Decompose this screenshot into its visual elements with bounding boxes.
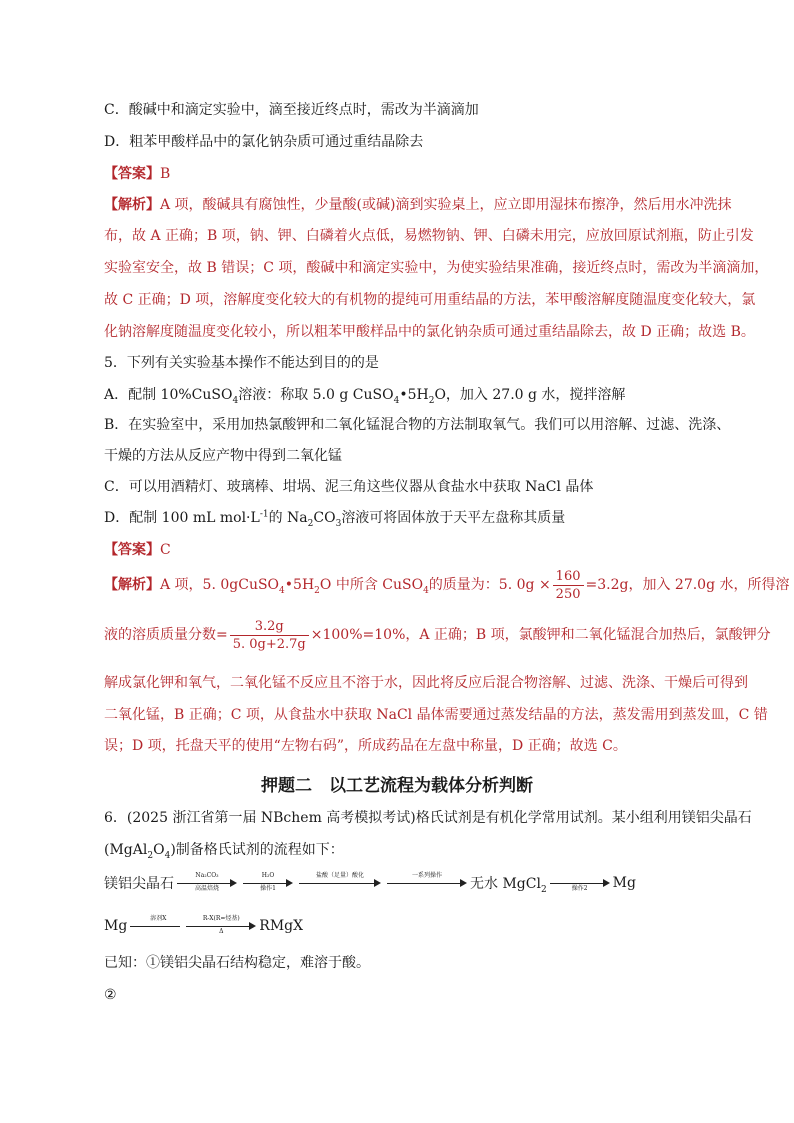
process-flow-2 [104,915,303,937]
arrow-label-below: Δ [219,928,224,935]
q6-known-1: 已知：①镁铝尖晶石结构稳定，难溶于酸。 [104,955,370,971]
q5-option-c: C．可以用酒精灯、玻璃棒、坩埚、泥三角这些仪器从食盐水中获取 NaCl 晶体 [104,479,594,495]
text-seg: ×100%=10%，A 正确；B 项，氯酸钾和二氧化锰混合加热后，氯酸钾分 [310,627,771,643]
flow-arrow-5 [550,872,610,894]
q4-analysis-line-5: 化钠溶解度随温度变化较小，所以粗苯甲酸样品中的氯化钠杂质可通过重结晶除去，故 D 正确；故选 B。 [104,324,755,340]
answer-tag: 【答案】 [104,542,160,558]
text-seg: O [153,842,165,858]
flow-start: Mg [104,918,128,934]
answer-value: C [160,542,171,558]
text-seg: A 项，5. 0gCuSO [160,577,280,593]
q6-stem-line-1: 6．(2025 浙江省第一届 NBchem 高考模拟考试)格氏试剂是有机化学常用试剂。某小组利用镁铝尖晶石 [104,810,752,826]
text-seg: 液的溶质质量分数= [104,627,228,643]
fraction-160-250 [553,568,584,603]
q4-analysis-line-1 [104,195,734,215]
text-seg: CO [313,510,336,526]
q6-known-2: ② [104,987,117,1003]
arrow-label-above: 盐酸（足量）酸化 [315,872,364,879]
arrow-label-above: H₂O [261,872,275,879]
flow-end: Mg [612,875,636,891]
text-seg: =3.2g，加入 27.0g 水，所得溶 [585,577,790,593]
section-heading: 押题二 以工艺流程为载体分析判断 [261,776,533,796]
analysis-tag: 【解析】 [104,577,160,593]
text-seg: )制备格氏试剂的流程如下： [170,842,344,858]
text-seg: 的质量为：5. 0g × [428,577,551,593]
q5-answer [104,540,734,560]
flow-arrow-1 [130,915,186,937]
arrow-label-below: 操作1 [260,885,276,892]
flow-arrow-3 [299,872,381,894]
analysis-tag: 【解析】 [104,197,160,213]
text-seg: 溶液可将固体放于天平左盘称其质量 [341,510,566,526]
q4-analysis-line-2: 布，故 A 正确；B 项，钠、钾、白磷着火点低，易燃物钠、钾、白磷未用完，应放回原试剂瓶，防止引发 [104,228,754,244]
arrow-label-above: R-X(R=烃基) [202,915,240,922]
fraction-mass-ratio [230,618,309,653]
q6-stem-line-2: $(MgAl_2O_4)$制备格氏试剂的流程如下： [104,842,344,861]
arrow-label-above: 一系列操作 [411,872,442,879]
text-seg: 溶液：称取 5.0 g CuSO [238,387,394,403]
q5-option-a: A．配制 10%CuSO$_4$溶液：称取 5.0 g $CuSO_4•5H_2O$，加入 27.0 g 水，搅拌溶解 [104,387,626,406]
fraction-numerator: 160 [553,568,584,586]
arrow-label-below: 高温焙烧 [194,885,219,892]
q5-analysis-line-5: 误；D 项，托盘天平的使用“左物右码”，所成药品在左盘中称量，D 正确；故选 C。 [104,738,627,754]
text-seg: O 中所含 CuSO [319,577,424,593]
text-seg: (MgAl [104,842,148,858]
q5-analysis-line-4: 二氧化锰，B 正确；C 项，从食盐水中获取 NaCl 晶体需要通过蒸发结晶的方法，蒸发需用到蒸发皿，C 错 [104,707,768,723]
q4-option-d: D．粗苯甲酸样品中的氯化钠杂质可通过重结晶除去 [104,134,424,150]
q5-analysis-line-1: 【解析】A 项，5. $0gCuSO_4•5H_2O$ 中所含 CuSO$_4$的质量为：5. 0g × $\frac{160}{250}$ =3.2g，加入 27.0g 水，所得溶 [104,568,790,602]
flow-arrow-4 [387,872,467,894]
answer-tag: 【答案】 [104,166,160,182]
q5-analysis-line-3: 解成氯化钾和氧气，二氧化锰不反应且不溶于水，因此将反应后混合物溶解、过滤、洗涤、干燥后可得到 [104,675,748,691]
fraction-denominator: 5. 0g+2.7g [232,636,306,652]
arrow-label-above: 溶剂X [150,915,167,922]
fraction-numerator: 3.2g [230,618,309,636]
q5-analysis-line-2 [104,617,771,653]
flow-end: RMgX [259,918,304,934]
arrow-label-above: Na₂CO₃ [195,872,219,879]
arrow-label-below: 操作2 [571,885,588,892]
text-seg: H [416,387,429,403]
q4-option-c: C．酸碱中和滴定实验中，滴至接近终点时，需改为半滴滴加 [104,102,479,118]
q4-analysis-line-4: 故 C 正确；D 项，溶解度变化较大的有机物的提纯可用重结晶的方法，苯甲酸溶解度随温度变化较大，氯 [104,292,756,308]
q5-stem: 5．下列有关实验基本操作不能达到目的的是 [104,355,379,371]
answer-value: B [160,166,171,182]
text-seg: A．配制 10%CuSO [104,387,233,403]
analysis-text: A 项，酸碱具有腐蚀性，少量酸(或碱)滴到实验桌上，应立即用湿抹布擦净，然后用水冲洗抹 [160,197,732,213]
q5-option-d: D．配制 100 mL $mol\cdot L^{-1}$的 $Na_2CO_3$溶液可将固体放于天平左盘称其质量 [104,509,566,529]
process-flow-1 [104,872,636,894]
text-seg: •5H [284,577,315,593]
text-seg: O，加入 27.0 g 水，搅拌溶解 [434,387,626,403]
flow-arrow-1 [177,872,237,894]
text-seg: 的 Na [268,510,308,526]
flow-product: 无水 MgCl$_2$ [470,876,547,895]
q5-option-b-line-2: 干燥的方法从反应产物中得到二氧化锰 [104,448,342,464]
text-seg: D．配制 100 mL mol·L [104,510,260,526]
q4-analysis-line-3: 实验室安全，故 B 错误；C 项，酸碱中和滴定实验中，为使实验结果准确，接近终点时，需改为半滴滴加， [104,260,769,276]
text-seg: 无水 MgCl [470,876,541,892]
q4-answer [104,164,734,184]
flow-arrow-2 [243,872,293,894]
q5-option-b-line-1: B．在实验室中，采用加热氯酸钾和二氧化锰混合物的方法制取氧气。我们可以用溶解、过滤、洗涤、 [104,417,731,433]
fraction-denominator: 250 [555,586,581,602]
flow-start: 镁铝尖晶石 [104,876,174,892]
flow-arrow-2 [186,915,256,937]
